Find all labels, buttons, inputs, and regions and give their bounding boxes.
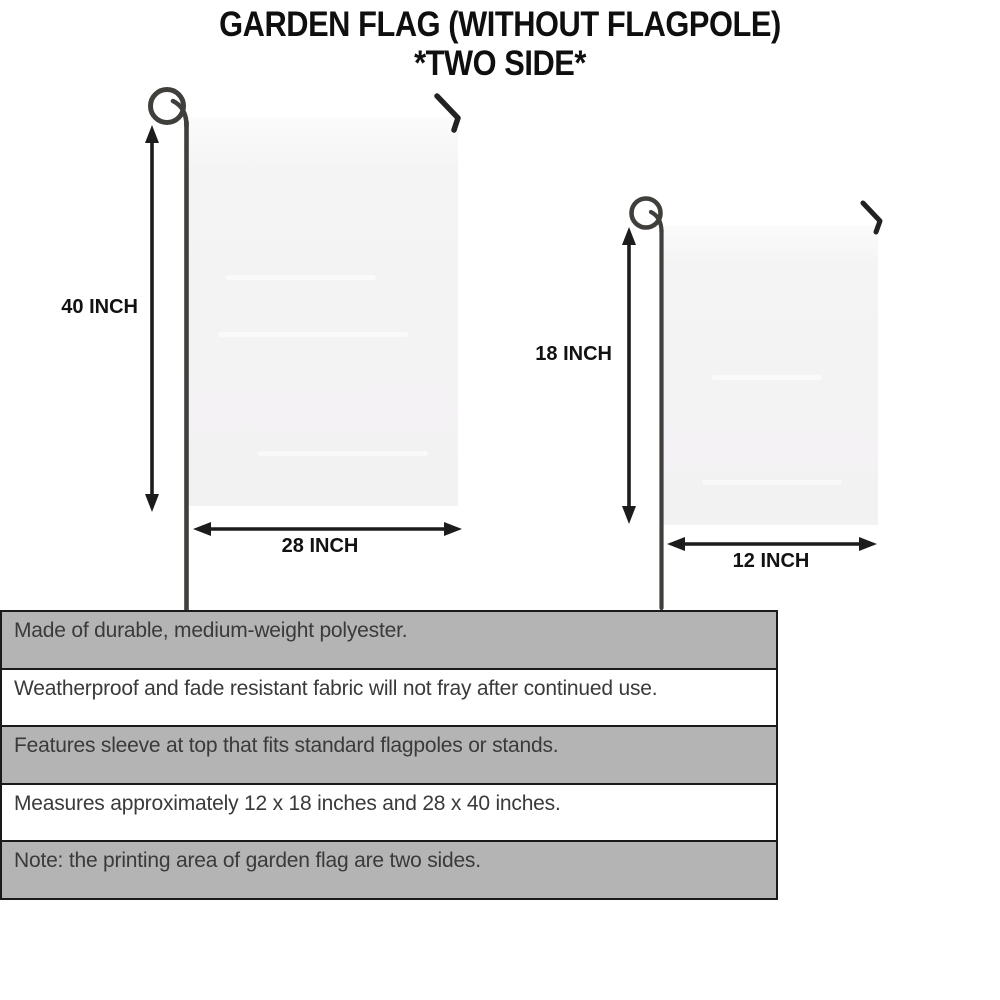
small-flag-pole-loop-icon xyxy=(632,199,661,228)
feature-row-5 xyxy=(2,842,776,898)
fabric-sheen xyxy=(712,375,822,380)
feature-row-3 xyxy=(2,727,776,785)
feature-row-2 xyxy=(2,670,776,728)
large-flag-fabric xyxy=(188,117,458,506)
feature-text: Made of durable, medium-weight polyester. xyxy=(14,619,408,642)
small-flag-width-arrow xyxy=(667,537,877,551)
fabric-sheen xyxy=(218,332,408,337)
feature-text: Note: the printing area of garden flag are two sides. xyxy=(14,849,481,873)
small-flag-pole-curve xyxy=(651,212,662,232)
fabric-sheen xyxy=(702,480,842,485)
large-flag-width-label: 28 INCH xyxy=(281,535,359,557)
large-flag-height-arrow xyxy=(145,125,159,512)
page-title xyxy=(0,5,1000,83)
small-flag-height-label: 18 INCH xyxy=(535,343,612,365)
title-line-1: GARDEN FLAG (WITHOUT FLAGPOLE) xyxy=(219,5,781,44)
title-line-2: *TWO SIDE* xyxy=(414,44,586,83)
feature-text: Features sleeve at top that fits standard flagpoles or stands. xyxy=(14,734,559,758)
feature-table xyxy=(0,610,778,900)
small-flag-width-label: 12 INCH xyxy=(732,550,810,572)
large-flag-pole-loop-icon xyxy=(151,90,184,123)
large-flag-pole-curve xyxy=(173,101,187,126)
large-flag-height-label: 40 INCH xyxy=(61,296,138,318)
large-flag-width-arrow xyxy=(193,522,462,536)
fabric-sheen xyxy=(226,275,376,280)
fabric-sheen xyxy=(258,451,428,456)
feature-text: Weatherproof and fade resistant fabric will not fray after continued use. xyxy=(14,676,658,700)
feature-row-1 xyxy=(2,612,776,670)
small-flag-fabric xyxy=(662,225,878,525)
feature-row-4 xyxy=(2,785,776,843)
small-flag-height-arrow xyxy=(622,227,636,524)
feature-text: Measures approximately 12 x 18 inches and 28 x 40 inches. xyxy=(14,791,561,815)
